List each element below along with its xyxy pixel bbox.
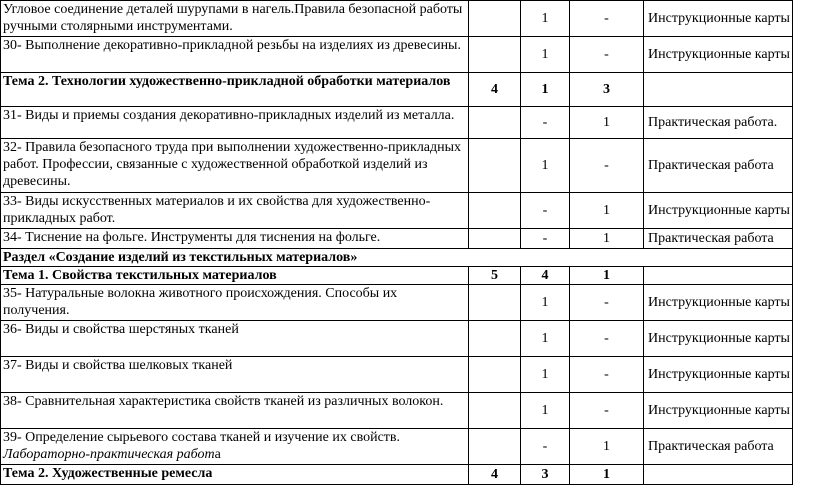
hours-b-cell: 1: [521, 1, 570, 37]
lesson-row: [1, 1, 793, 37]
lesson-row: [1, 429, 793, 465]
hours-a-cell: [469, 193, 521, 229]
hours-c-cell: -: [570, 139, 644, 193]
lesson-row: [1, 321, 793, 357]
lesson-row: [1, 139, 793, 193]
hours-c-cell: -: [570, 357, 644, 393]
hours-a-cell: [469, 107, 521, 139]
lesson-title: 35- Натуральные волокна животного происхождения. Способы их получения.: [1, 285, 469, 321]
hours-b-cell: 1: [521, 139, 570, 193]
hours-c-cell: -: [570, 321, 644, 357]
notes-cell: Инструкционные карты: [644, 37, 793, 73]
notes-cell: Инструкционные карты: [644, 193, 793, 229]
hours-a-cell: [469, 357, 521, 393]
hours-b-cell: -: [521, 193, 570, 229]
lesson-row: [1, 107, 793, 139]
hours-c-cell: 1: [570, 267, 644, 285]
hours-c-cell: 1: [570, 429, 644, 465]
topic-title: Тема 2. Художественные ремесла: [1, 465, 469, 485]
hours-b-cell: 4: [521, 267, 570, 285]
hours-b-cell: -: [521, 229, 570, 249]
hours-c-cell: 1: [570, 229, 644, 249]
topic-row: [1, 267, 793, 285]
notes-cell: Практическая работа: [644, 139, 793, 193]
notes-cell: Инструкционные карты: [644, 357, 793, 393]
hours-c-cell: 1: [570, 193, 644, 229]
notes-cell: Практическая работа: [644, 229, 793, 249]
section-title: Раздел «Создание изделий из текстильных материалов»: [1, 249, 793, 267]
lesson-title: 36- Виды и свойства шерстяных тканей: [1, 321, 469, 357]
hours-b-cell: 1: [521, 285, 570, 321]
hours-a-cell: [469, 37, 521, 73]
notes-cell: Практическая работа.: [644, 107, 793, 139]
topic-row: [1, 73, 793, 107]
hours-a-cell: [469, 139, 521, 193]
hours-c-cell: 1: [570, 465, 644, 485]
hours-a-cell: [469, 321, 521, 357]
hours-c-cell: -: [570, 393, 644, 429]
section-row: [1, 249, 793, 267]
hours-b-cell: 1: [521, 357, 570, 393]
hours-c-cell: 1: [570, 107, 644, 139]
lesson-row: [1, 37, 793, 73]
hours-b-cell: -: [521, 107, 570, 139]
notes-cell: Инструкционные карты: [644, 285, 793, 321]
notes-cell: Инструкционные карты: [644, 321, 793, 357]
hours-c-cell: 3: [570, 73, 644, 107]
hours-c-cell: -: [570, 285, 644, 321]
hours-a-cell: 4: [469, 465, 521, 485]
lesson-title: 31- Виды и приемы создания декоративно-прикладных изделий из металла.: [1, 107, 469, 139]
lesson-row: [1, 285, 793, 321]
hours-a-cell: [469, 1, 521, 37]
lesson-title: 38- Сравнительная характеристика свойств тканей из различных волокон.: [1, 393, 469, 429]
lesson-title: 32- Правила безопасного труда при выполнении художественно-прикладных работ. Профессии, связанные с художественной обработкой изделий из древесины.: [1, 139, 469, 193]
topic-title: Тема 2. Технологии художественно-прикладной обработки материалов: [1, 73, 469, 107]
lesson-title-text: 39- Определение сырьевого состава тканей и изучение их свойств.: [3, 430, 401, 445]
lesson-title: [1, 429, 469, 465]
lesson-title: Угловое соединение деталей шурупами в нагель.Правила безопасной работы ручными столярными инструментами.: [1, 1, 469, 37]
notes-cell: Инструкционные карты: [644, 393, 793, 429]
topic-row: [1, 465, 793, 485]
hours-c-cell: -: [570, 1, 644, 37]
hours-b-cell: 1: [521, 393, 570, 429]
lesson-row: [1, 229, 793, 249]
hours-b-cell: 1: [521, 321, 570, 357]
lesson-subtitle: Лабораторно-практическая работ: [3, 447, 215, 462]
lesson-title: 33- Виды искусственных материалов и их свойства для художественно-прикладных работ.: [1, 193, 469, 229]
notes-cell: [644, 73, 793, 107]
topic-title: Тема 1. Свойства текстильных материалов: [1, 267, 469, 285]
hours-c-cell: -: [570, 37, 644, 73]
hours-a-cell: [469, 229, 521, 249]
hours-b-cell: 1: [521, 37, 570, 73]
notes-cell: [644, 465, 793, 485]
hours-b-cell: 1: [521, 73, 570, 107]
lesson-subtitle-tail: а: [214, 447, 221, 462]
hours-a-cell: [469, 393, 521, 429]
hours-a-cell: 4: [469, 73, 521, 107]
hours-a-cell: [469, 429, 521, 465]
lesson-row: [1, 357, 793, 393]
notes-cell: Инструкционные карты: [644, 1, 793, 37]
notes-cell: [644, 267, 793, 285]
curriculum-table-body: [1, 1, 793, 485]
notes-cell: Практическая работа: [644, 429, 793, 465]
hours-a-cell: 5: [469, 267, 521, 285]
hours-b-cell: 3: [521, 465, 570, 485]
lesson-title: 34- Тиснение на фольге. Инструменты для тиснения на фольге.: [1, 229, 469, 249]
lesson-row: [1, 393, 793, 429]
hours-b-cell: -: [521, 429, 570, 465]
lesson-row: [1, 193, 793, 229]
lesson-title: 30- Выполнение декоративно-прикладной резьбы на изделиях из древесины.: [1, 37, 469, 73]
hours-a-cell: [469, 285, 521, 321]
lesson-title: 37- Виды и свойства шелковых тканей: [1, 357, 469, 393]
